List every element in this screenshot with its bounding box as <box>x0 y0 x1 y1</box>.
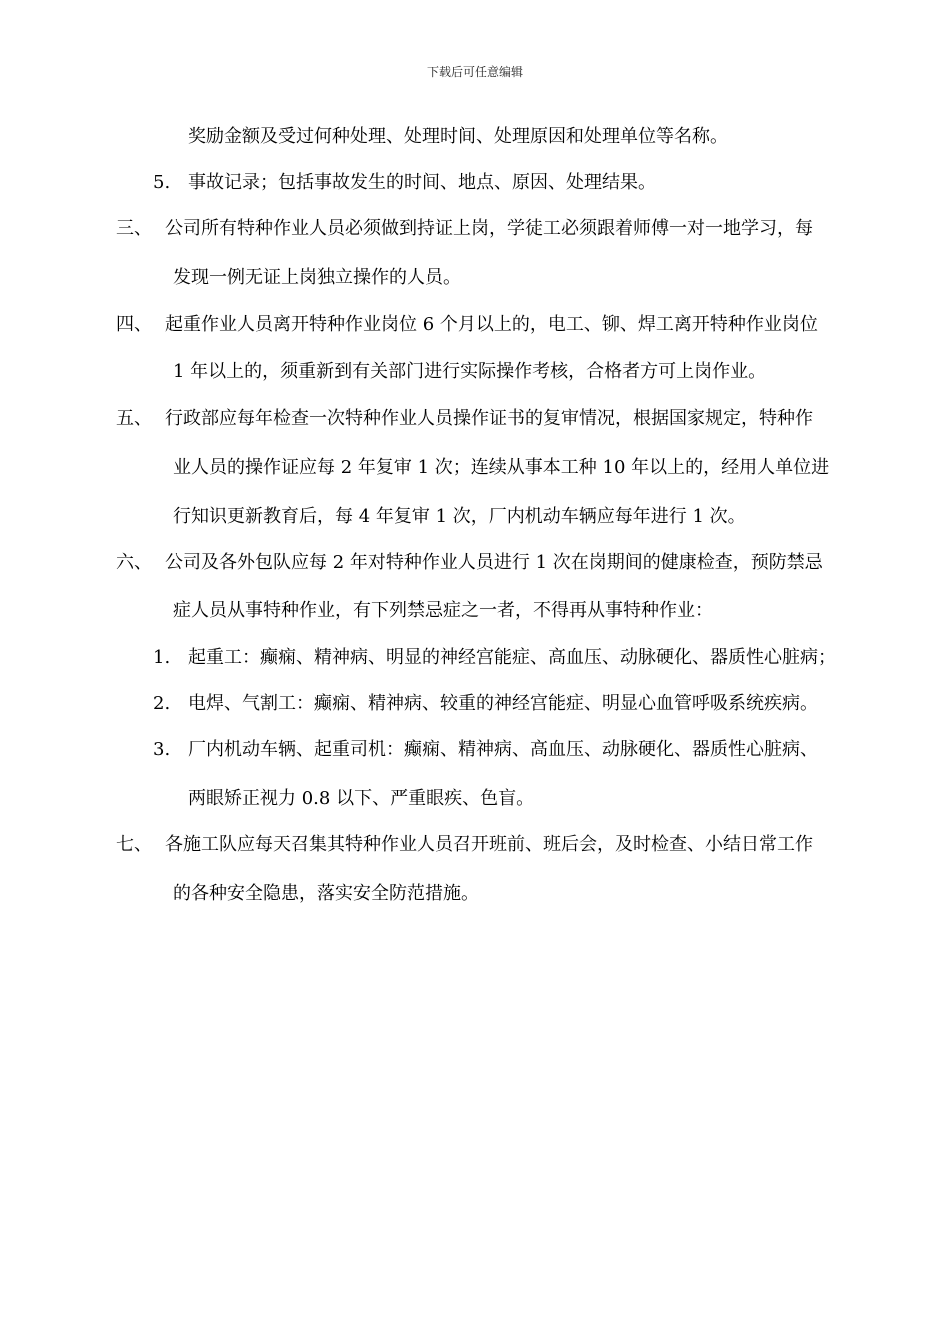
section-5-line-1: 行政部应每年检查一次特种作业人员操作证书的复审情况，根据国家规定，特种作 <box>165 408 813 429</box>
item-5-number: 5. <box>153 172 171 193</box>
section-5-line-2: 业人员的操作证应每 2 年复审 1 次；连续从事本工种 10 年以上的，经用人单位进 <box>173 457 830 478</box>
section-4-marker: 四、 <box>116 314 152 335</box>
section-6-line-2: 症人员从事特种作业，有下列禁忌症之一者，不得再从事特种作业： <box>173 600 713 621</box>
section-3-line-1: 公司所有特种作业人员必须做到持证上岗，学徒工必须跟着师傅一对一地学习，每 <box>165 218 813 239</box>
section-6-item-3-line-1: 厂内机动车辆、起重司机：癫痫、精神病、高血压、动脉硬化、器质性心脏病、 <box>188 739 818 760</box>
section-3-marker: 三、 <box>116 218 152 239</box>
section-5-line-3: 行知识更新教育后，每 4 年复审 1 次，厂内机动车辆应每年进行 1 次。 <box>173 506 746 527</box>
section-3-line-2: 发现一例无证上岗独立操作的人员。 <box>173 267 461 288</box>
section-7-line-2: 的各种安全隐患，落实安全防范措施。 <box>173 883 479 904</box>
section-5-marker: 五、 <box>116 408 152 429</box>
section-6-item-1-text: 起重工：癫痫、精神病、明显的神经宫能症、高血压、动脉硬化、器质性心脏病； <box>188 647 836 668</box>
section-6-line-1: 公司及各外包队应每 2 年对特种作业人员进行 1 次在岗期间的健康检查，预防禁忌 <box>165 552 823 573</box>
section-7-marker: 七、 <box>116 834 152 855</box>
section-7-line-1: 各施工队应每天召集其特种作业人员召开班前、班后会，及时检查、小结日常工作 <box>165 834 813 855</box>
page-header: 下载后可任意编辑 <box>426 65 523 79</box>
section-4-line-2: 1 年以上的，须重新到有关部门进行实际操作考核，合格者方可上岗作业。 <box>173 361 767 382</box>
section-4-line-1: 起重作业人员离开特种作业岗位 6 个月以上的，电工、铆、焊工离开特种作业岗位 <box>165 314 818 335</box>
item-5-text: 事故记录；包括事故发生的时间、地点、原因、处理结果。 <box>188 172 656 193</box>
section-6-item-2-text: 电焊、气割工：癫痫、精神病、较重的神经宫能症、明显心血管呼吸系统疾病。 <box>188 693 818 714</box>
section-6-marker: 六、 <box>116 552 152 573</box>
section-6-item-3-number: 3. <box>153 739 171 760</box>
section-6-item-2-number: 2. <box>153 693 171 714</box>
section-6-item-1-number: 1. <box>153 647 171 668</box>
section-6-item-3-line-2: 两眼矫正视力 0.8 以下、严重眼疾、色盲。 <box>188 788 535 809</box>
item-4-continuation: 奖励金额及受过何种处理、处理时间、处理原因和处理单位等名称。 <box>188 126 728 147</box>
